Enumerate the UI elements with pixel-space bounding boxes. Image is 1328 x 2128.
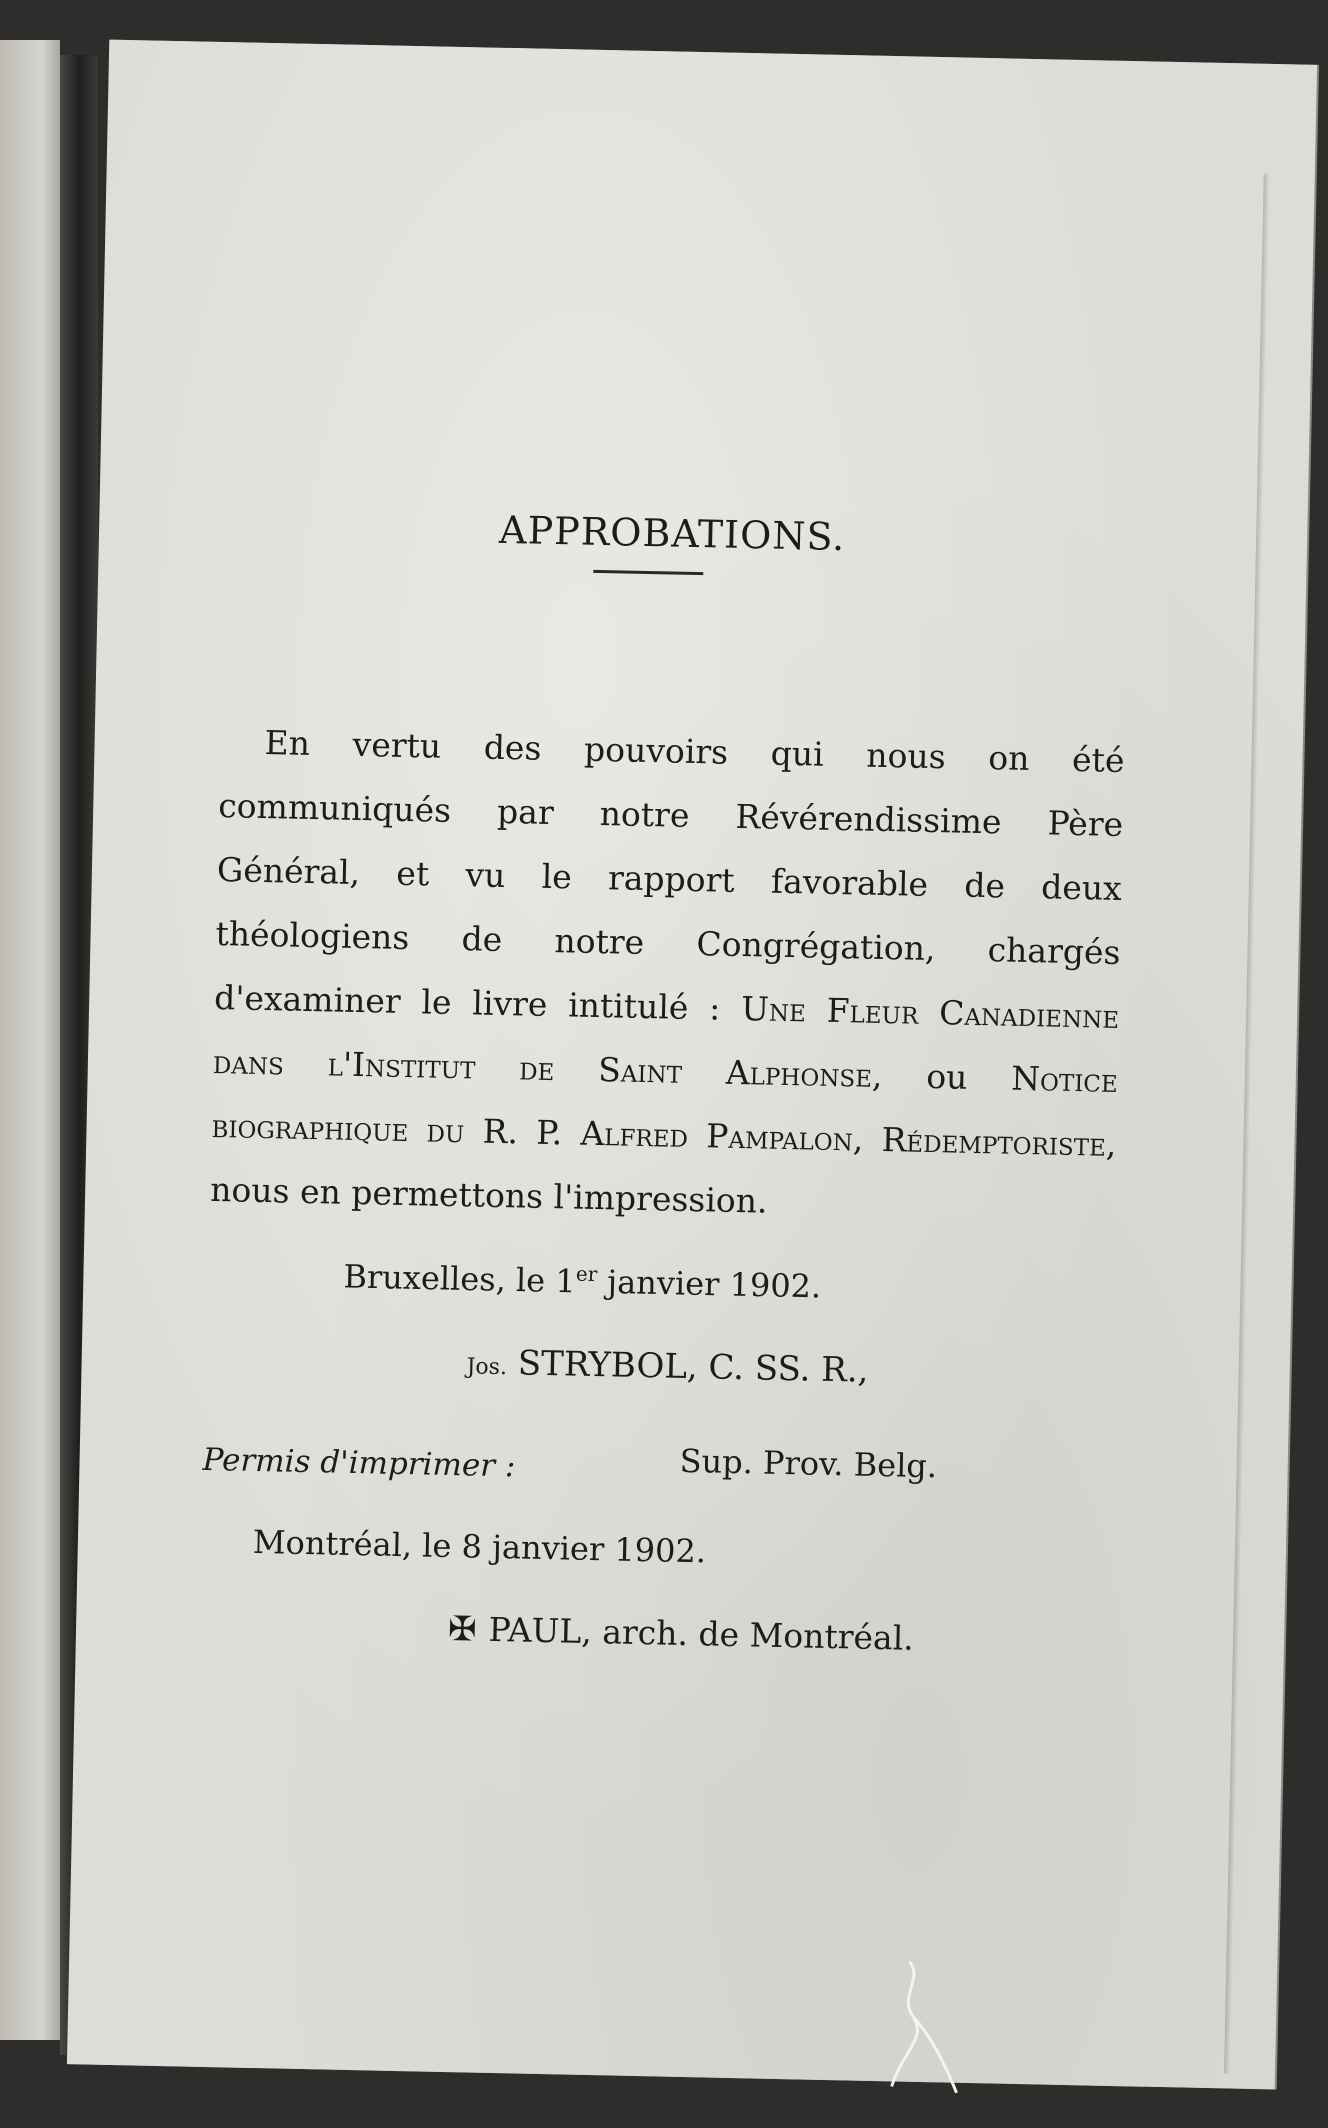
page-title: APPROBATIONS. — [498, 507, 846, 560]
date-superscript: er — [575, 1261, 598, 1287]
adjacent-page — [0, 40, 60, 2040]
signature-prefix: Jos. — [466, 1354, 508, 1381]
title-divider — [593, 570, 703, 575]
signature-paul — [448, 1609, 914, 1659]
permis-label: Permis d'imprimer : — [202, 1441, 516, 1485]
cross-icon: ✠ — [447, 1609, 478, 1650]
date-text: Bruxelles, le 1 — [343, 1257, 577, 1301]
date-text-end: janvier 1902. — [596, 1262, 822, 1306]
signature-strybol-title: Sup. Prov. Belg. — [679, 1441, 938, 1486]
signature-name: STRYBOL, C. SS. R., — [517, 1343, 869, 1391]
signature-strybol — [466, 1342, 869, 1390]
paragraph-text-1: En vertu des pouvoirs qui nous on été communiqués par notre Révérendissime Père Général, et vu le rapport favorable de deux théologiens de notre Congrégation, chargés d'examiner le livre intitulé : — [213, 722, 1125, 1029]
page-edge-shadow — [1224, 174, 1270, 2074]
approbation-paragraph — [210, 710, 1126, 1241]
document-page — [67, 40, 1317, 2090]
book-title: Une Fleur Canadienne dans l'Institut de Saint Alphonse — [212, 989, 1120, 1095]
pen-mark — [886, 1956, 969, 2098]
place-date-brussels — [343, 1257, 822, 1306]
signature-name: PAUL, arch. de Montréal. — [488, 1609, 915, 1658]
paragraph-text-2: , ou — [871, 1055, 1012, 1098]
place-date-montreal: Montréal, le 8 janvier 1902. — [252, 1522, 707, 1571]
book-subtitle: Notice biographique du R. P. Alfred Pampalon, Rédemptoriste — [211, 1058, 1119, 1164]
paragraph-text-3: , nous en permettons l'impression. — [209, 1124, 1117, 1221]
